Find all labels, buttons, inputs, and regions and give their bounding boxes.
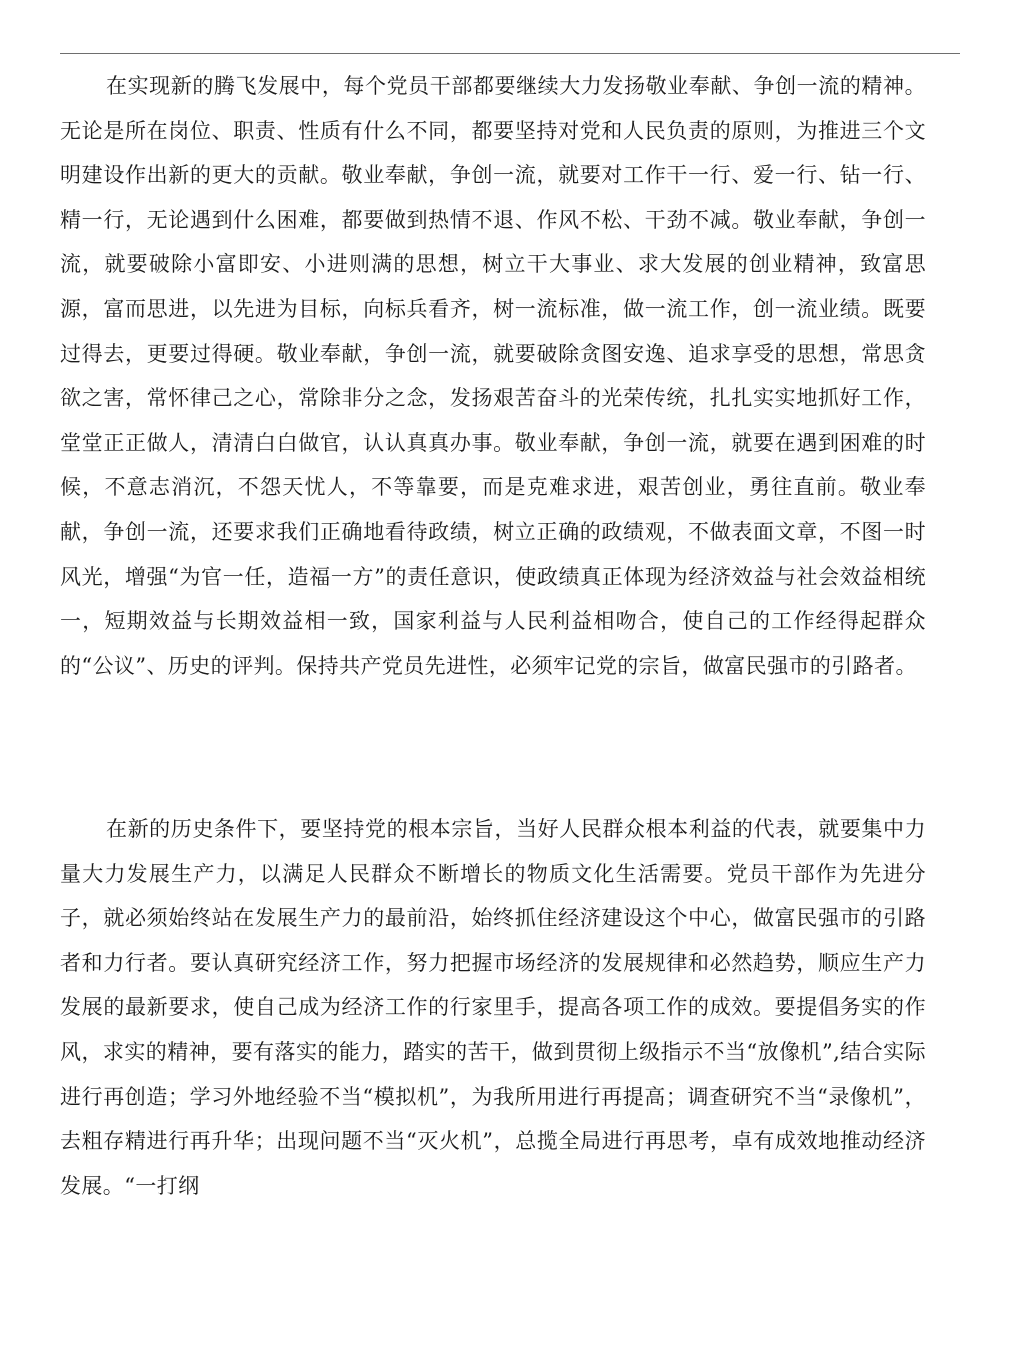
body-paragraph-2: 在新的历史条件下，要坚持党的根本宗旨，当好人民群众根本利益的代表，就要集中力量大力发展生产力，以满足人民群众不断增长的物质文化生活需要。党员干部作为先进分子，就必须始终站在发展生产力的最前沿，始终抓住经济建设这个中心，做富民强市的引路者和力行者。要认真研究经济工作，努力把握市场经济的发展规律和必然趋势，顺应生产力发展的最新要求，使自己成为经济工作的行家里手，提高各项工作的成效。要提倡务实的作风，求实的精神，要有落实的能力，踏实的苦干，做到贯彻上级指示不当“放像机”,结合实际进行再创造；学习外地经验不当“模拟机”，为我所用进行再提高；调查研究不当“录像机”，去粗存精进行再升华；出现问题不当“灭火机”，总揽全局进行再思考，卓有成效地推动经济发展。“一打纲 [60, 817, 926, 1198]
body-paragraph-1: 在实现新的腾飞发展中，每个党员干部都要继续大力发扬敬业奉献、争创一流的精神。无论是所在岗位、职责、性质有什么不同，都要坚持对党和人民负责的原则，为推进三个文明建设作出新的更大的贡献。敬业奉献，争创一流，就要对工作干一行、爱一行、钻一行、精一行，无论遇到什么困难，都要做到热情不退、作风不松、干劲不减。敬业奉献，争创一流，就要破除小富即安、小进则满的思想，树立干大事业、求大发展的创业精神，致富思源，富而思进，以先进为目标，向标兵看齐，树一流标准，做一流工作，创一流业绩。既要过得去，更要过得硬。敬业奉献，争创一流，就要破除贪图安逸、追求享受的思想，常思贪欲之害，常怀律己之心，常除非分之念，发扬艰苦奋斗的光荣传统，扎扎实实地抓好工作，堂堂正正做人，清清白白做官，认认真真办事。敬业奉献，争创一流，就要在遇到困难的时候，不意志消沉，不怨天忧人，不等靠要，而是克难求进，艰苦创业，勇往直前。敬业奉献，争创一流，还要求我们正确地看待政绩，树立正确的政绩观，不做表面文章，不图一时风光，增强“为官一任，造福一方”的责任意识，使政绩真正体现为经济效益与社会效益相统一，短期效益与长期效益相一致，国家利益与人民利益相吻合，使自己的工作经得起群众的“公议”、历史的评判。保持共产党员先进性，必须牢记党的宗旨，做富民强市的引路者。 [60, 74, 926, 678]
header-divider [60, 53, 960, 54]
